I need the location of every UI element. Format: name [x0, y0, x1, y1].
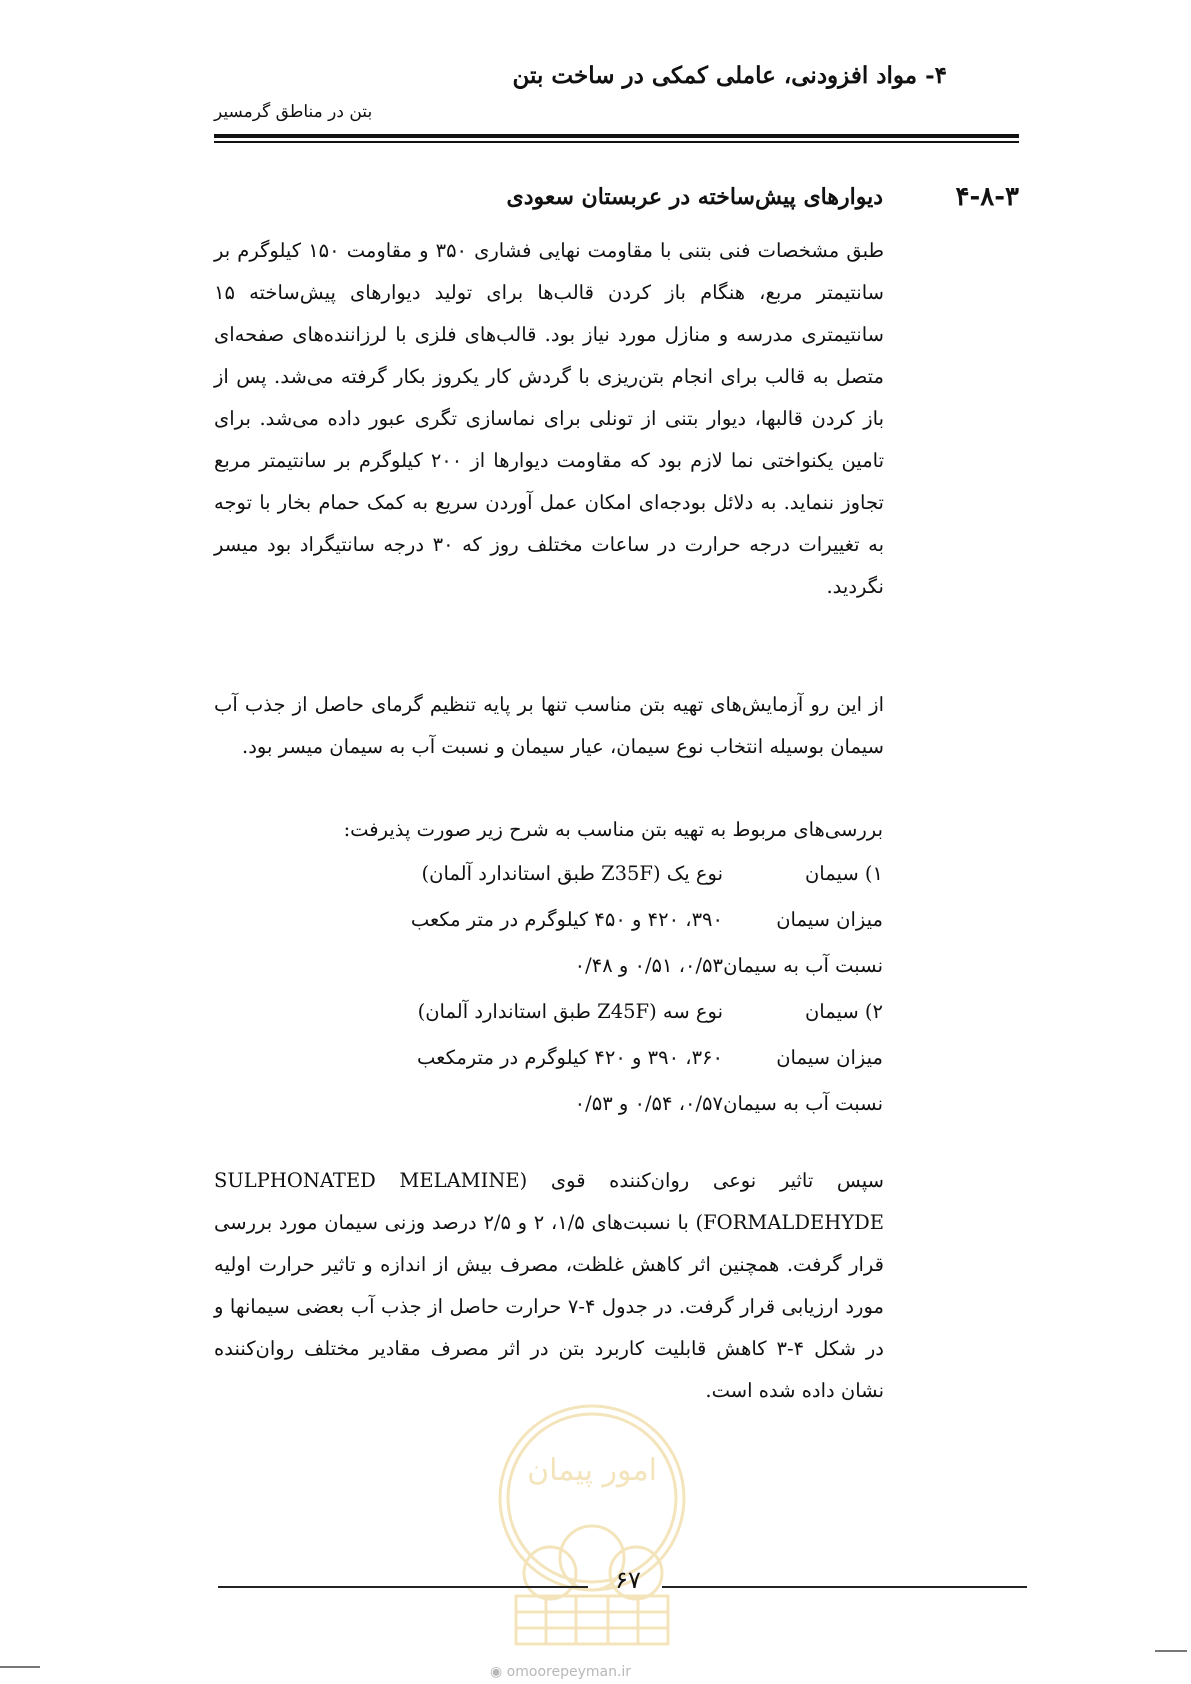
chapter-header: ۴- مواد افزودنی، عاملی کمکی در ساخت بتن — [512, 62, 947, 89]
watermark-logo-text: امور پیمان — [527, 1453, 657, 1488]
spec-label: میزان سیمان — [776, 908, 883, 931]
spec-row — [363, 1092, 883, 1138]
footer-rule-right — [662, 1586, 1027, 1588]
spec-row — [363, 1046, 883, 1092]
spec-row — [363, 862, 883, 908]
page-number: ۶۷ — [615, 1566, 641, 1594]
spec-row — [363, 908, 883, 954]
spec-label: ۲) سیمان — [804, 1000, 883, 1023]
header-rule-thick — [214, 134, 1019, 138]
section-title: دیوارهای پیش‌ساخته در عربستان سعودی — [506, 184, 883, 210]
spec-label: نسبت آب به سیمان — [723, 954, 883, 977]
spec-row — [363, 954, 883, 1000]
section-number: ۴-۸-۳ — [955, 182, 1019, 212]
globe-icon: ◉ — [490, 1664, 503, 1680]
watermark-site-label: omoorepeyman.ir — [506, 1664, 632, 1680]
spec-intro: بررسی‌های مربوط به تهیه بتن مناسب به شرح زیر صورت پذیرفت: — [343, 818, 883, 841]
watermark-logo — [480, 1398, 704, 1648]
book-title-header: بتن در مناطق گرمسیر — [214, 102, 373, 122]
spec-value: ۳۶۰، ۳۹۰ و ۴۲۰ کیلوگرم در مترمکعب — [417, 1046, 723, 1069]
spec-row — [363, 1000, 883, 1046]
spec-value: ۳۹۰، ۴۲۰ و ۴۵۰ کیلوگرم در متر مکعب — [410, 908, 723, 931]
footer-rule-left — [218, 1586, 588, 1588]
spec-value: نوع سه (Z45F طبق استاندارد آلمان) — [417, 1000, 723, 1023]
spec-label: میزان سیمان — [776, 1046, 883, 1069]
spec-value: ۰/۵۷، ۰/۵۴ و ۰/۵۳ — [574, 1092, 723, 1115]
spec-value: ۰/۵۳، ۰/۵۱ و ۰/۴۸ — [574, 954, 723, 977]
header-rule-thin — [214, 141, 1019, 143]
scan-mark-left — [0, 1666, 40, 1668]
body-paragraph-1: طبق مشخصات فنی بتنی با مقاومت نهایی فشاری ۳۵۰ و مقاومت ۱۵۰ کیلوگرم بر سانتیمتر مربع، هنگام باز کردن قالب‌ها برای تولید دیوارهای پیش‌ساخته ۱۵ سانتیمتری مدرسه و منازل مورد نیاز بود. قالب‌های فلزی با لرزاننده‌های صفحه‌ای متصل به قالب برای انجام بتن‌ریزی با گردش کار یکروز بکار گرفته می‌شد. پس از باز کردن قالبها، دیوار بتنی از تونلی برای نماسازی تگری عبور داده می‌شد. برای تامین یکنواختی نما لازم بود که مقاومت دیوارها از ۲۰۰ کیلوگرم بر سانتیمتر مربع تجاوز ننماید. به دلائل بودجه‌ای امکان عمل آوردن سریع به کمک حمام بخار با توجه به تغییرات درجه حرارت در ساعات مختلف روز که ۳۰ درجه سانتیگراد بود میسر نگردید. — [214, 239, 885, 598]
spec-label: نسبت آب به سیمان — [723, 1092, 883, 1115]
body-paragraph-3: سپس تاثیر نوعی روان‌کننده قوی (SULPHONATED MELAMINE FORMALDEHYDE) با نسبت‌های ۱/۵، ۲ و ۲/۵ درصد وزنی سیمان مورد بررسی قرار گرفت. همچنین اثر کاهش غلظت، مصرف بیش از اندازه و تاثیر حرارت اولیه مورد ارزیابی قرار گرفت. در جدول ۴-۷ حرارت حاصل از جذب آب بعضی سیمانها و در شکل ۴-۳ کاهش قابلیت کاربرد بتن در اثر مصرف مقادیر مختلف روان‌کننده نشان داده شده است. — [214, 1169, 884, 1402]
body-paragraph-2: از این رو آزمایش‌های تهیه بتن مناسب تنها بر پایه تنظیم گرمای حاصل از جذب آب سیمان بوسیله انتخاب نوع سیمان، عیار سیمان و نسبت آب به سیمان میسر بود. — [214, 693, 884, 758]
spec-value: نوع یک (Z35F طبق استاندارد آلمان) — [421, 862, 723, 885]
spec-label: ۱) سیمان — [804, 862, 883, 885]
scan-mark-right — [1155, 1650, 1187, 1652]
watermark-site-text — [490, 1664, 631, 1680]
